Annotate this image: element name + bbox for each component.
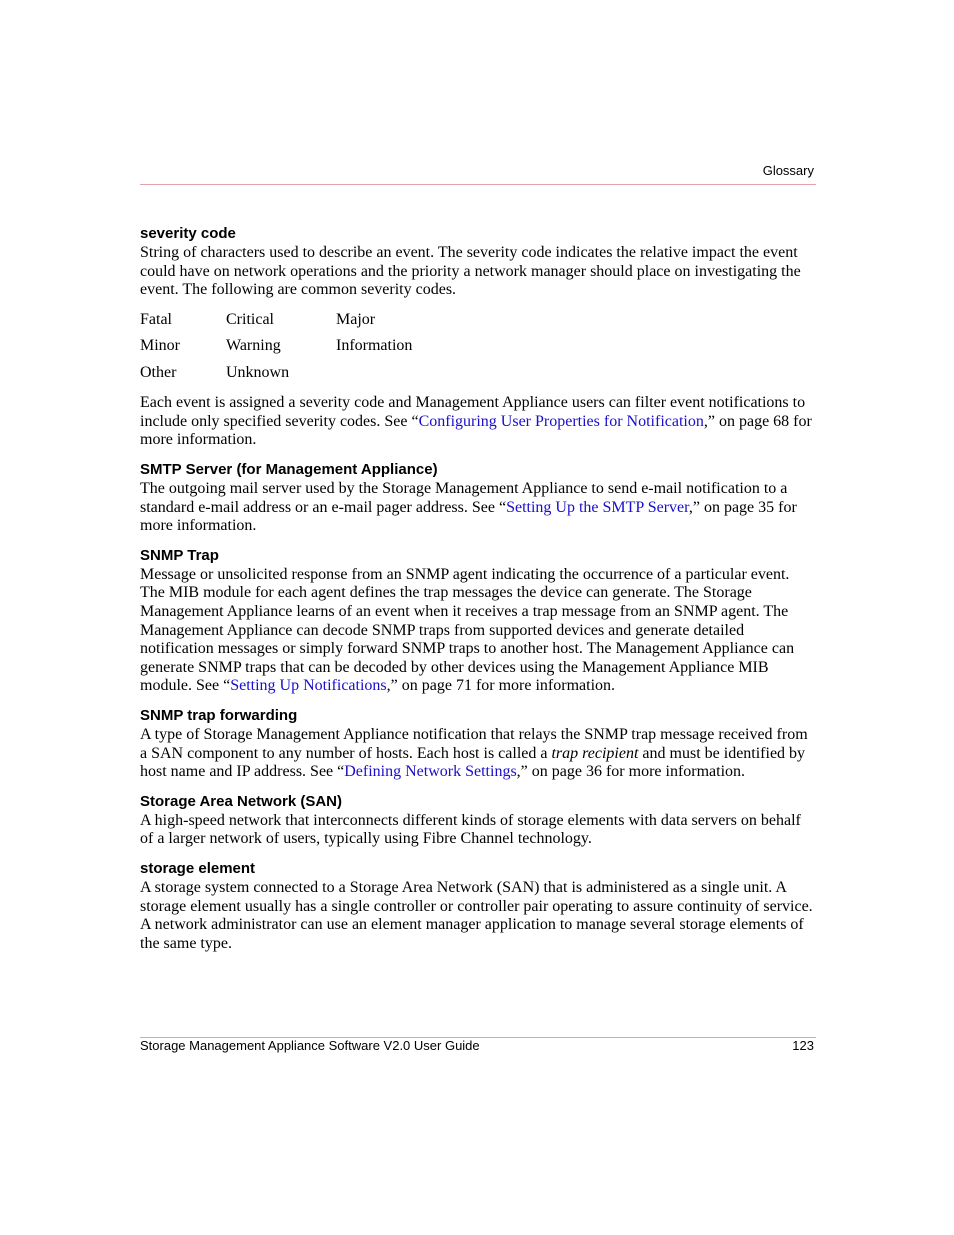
- entry-snmp-trap-forwarding: [140, 706, 816, 782]
- code-cell: Fatal: [140, 310, 172, 328]
- term-storage-area-network: Storage Area Network (SAN): [140, 792, 342, 810]
- link-configuring-user-properties[interactable]: Configuring User Properties for Notification: [418, 412, 704, 430]
- definition-text: String of characters used to describe an event. The severity code indicates the relative impact the event could have on network operations and the priority a network manager should place on investigating the event. The following are common severity codes.: [140, 244, 801, 299]
- definition-text: Message or unsolicited response from an SNMP agent indicating the occurrence of a particular event. The MIB module for each agent defines the trap messages the device can generate. The Storage Management Appliance learns of an event when it receives a trap message from an SNMP agent. The Management Appliance can decode SNMP traps from supported devices and generate detailed notification messages or simply forward SNMP traps to another host. The Management Appliance can generate SNMP traps that can be decoded by other devices using the Management Appliance MIB module. See “Setting Up Notifications,” on page 71 for more information.: [140, 565, 795, 695]
- definition-text: Each event is assigned a severity code and Management Appliance users can filter event notifications to include only specified severity codes. See “Configuring User Properties for Notification,” on page 68 for more information.: [140, 394, 812, 449]
- code-cell: Warning: [226, 337, 281, 355]
- entry-severity-code: [140, 224, 816, 450]
- code-cell: Critical: [226, 310, 274, 328]
- entry-smtp-server: [140, 460, 816, 536]
- term-snmp-trap-forwarding: SNMP trap forwarding: [140, 707, 298, 724]
- codes-row: [140, 333, 816, 360]
- term-smtp-server: SMTP Server (for Management Appliance): [140, 461, 438, 479]
- definition-text: The outgoing mail server used by the Storage Management Appliance to send e-mail notification to a standard e-mail address or an e-mail pager address. See “Setting Up the SMTP Server,” on page 35 for more information.: [140, 480, 797, 535]
- header-rule: [140, 184, 816, 185]
- footer-title: Storage Management Appliance Software V2.0 User Guide: [140, 1038, 480, 1053]
- codes-row: [140, 307, 816, 334]
- link-setting-up-smtp-server[interactable]: Setting Up the SMTP Server: [506, 498, 689, 516]
- entry-storage-area-network: [140, 792, 816, 849]
- definition-text: A high-speed network that interconnects different kinds of storage elements with data servers on behalf of a larger network of users, typically using Fibre Channel technology.: [140, 811, 801, 848]
- term-storage-element: storage element: [140, 859, 256, 877]
- page-number: 123: [792, 1038, 814, 1053]
- entry-snmp-trap: [140, 546, 816, 696]
- code-cell: Other: [140, 363, 177, 381]
- codes-row: [140, 360, 816, 387]
- definition-text: A type of Storage Management Appliance notification that relays the SNMP trap message received from a SAN component to any number of hosts. Each host is called a trap recipient and must be identified by host name and IP address. See “Defining Network Settings,” on page 36 for more information.: [140, 726, 808, 781]
- severity-codes-table: [140, 307, 816, 387]
- definition-text: A storage system connected to a Storage Area Network (SAN) that is administered as a single unit. A storage element usually has a single controller or controller pair operating to assure continuity of service. A network administrator can use an element manager application to manage several storage elements of the same type.: [140, 878, 813, 952]
- code-cell: Unknown: [226, 363, 290, 381]
- term-severity-code: severity code: [140, 225, 236, 242]
- entry-storage-element: [140, 859, 816, 953]
- glossary-content: [140, 224, 816, 963]
- link-defining-network-settings[interactable]: Defining Network Settings: [344, 763, 517, 781]
- code-cell: Information: [336, 337, 413, 355]
- running-header: Glossary: [762, 163, 814, 178]
- code-cell: Major: [336, 310, 376, 328]
- link-setting-up-notifications[interactable]: Setting Up Notifications: [230, 677, 387, 695]
- term-snmp-trap: SNMP Trap: [140, 546, 219, 564]
- code-cell: Minor: [140, 337, 180, 355]
